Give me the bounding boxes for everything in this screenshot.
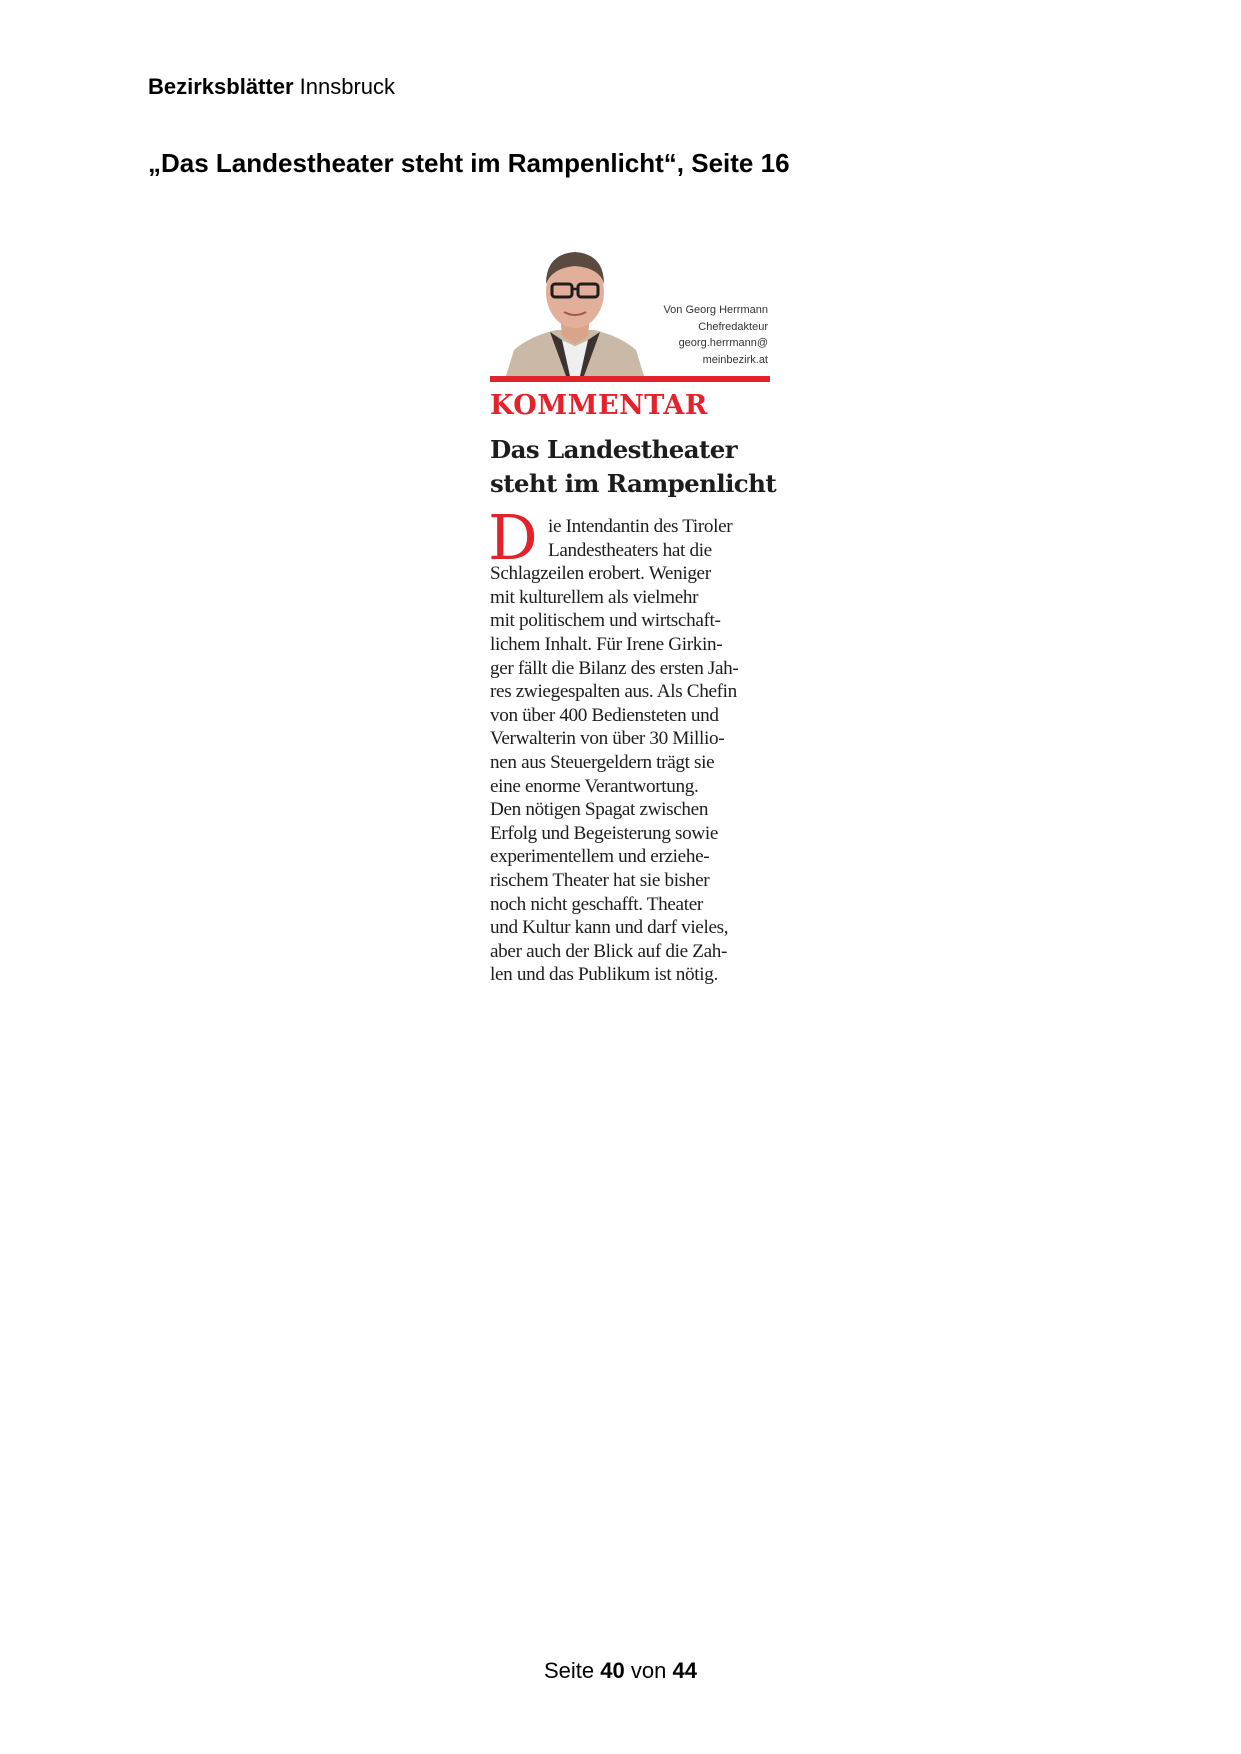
newspaper-clipping xyxy=(488,240,777,987)
page-separator: von xyxy=(630,1658,667,1683)
body-line: mit kulturellem als vielmehr xyxy=(490,586,699,608)
body-line: Erfolg und Begeisterung sowie xyxy=(490,822,719,844)
body-line: len und das Publikum ist nötig. xyxy=(490,964,718,986)
byline-email-domain: meinbezirk.at xyxy=(702,353,768,366)
body-line: ger fällt die Bilanz des ersten Jah- xyxy=(490,657,739,679)
red-divider xyxy=(490,376,770,382)
body-line: lichem Inhalt. Für Irene Girkin- xyxy=(490,633,723,655)
current-page-number: 40 xyxy=(600,1658,625,1683)
body-line: aber auch der Blick auf die Zah- xyxy=(490,940,728,962)
body-line: noch nicht geschafft. Theater xyxy=(490,893,703,915)
body-line: Schlagzeilen erobert. Weniger xyxy=(490,563,711,585)
body-line: Verwalterin von über 30 Millio- xyxy=(490,728,725,750)
page-label: Seite xyxy=(544,1658,595,1683)
publication-line xyxy=(148,73,395,101)
total-pages: 44 xyxy=(672,1658,697,1683)
body-line: experimentellem und erziehe- xyxy=(490,846,710,868)
body-line: eine enorme Verantwortung. xyxy=(490,775,699,797)
page-footer xyxy=(0,1657,1241,1685)
drop-cap: D xyxy=(488,501,538,574)
publication-place: Innsbruck xyxy=(299,74,396,99)
byline-role: Chefredakteur xyxy=(698,320,768,333)
body-line: Den nötigen Spagat zwischen xyxy=(490,799,709,821)
headline-line: steht im Rampenlicht xyxy=(490,469,777,498)
document-title: „Das Landestheater steht im Rampenlicht“, Seite 16 xyxy=(148,148,790,178)
body-line: res zwiegespalten aus. Als Chefin xyxy=(490,681,737,703)
byline xyxy=(663,302,768,368)
author-portrait xyxy=(500,240,650,376)
body-line: und Kultur kann und darf vieles, xyxy=(490,917,729,939)
article-headline xyxy=(490,433,777,501)
section-kicker: KOMMENTAR xyxy=(490,390,708,421)
clipping-header xyxy=(490,240,770,376)
body-line: ie Intendantin des Tiroler xyxy=(548,516,733,537)
body-line: von über 400 Bediensteten und xyxy=(490,704,719,726)
publication-name: Bezirksblätter xyxy=(148,74,294,99)
body-line: Landestheaters hat die xyxy=(548,539,712,561)
body-line: rischem Theater hat sie bisher xyxy=(490,869,710,891)
body-line: mit politischem und wirtschaft- xyxy=(490,610,721,632)
byline-author: Von Georg Herrmann xyxy=(663,304,768,316)
headline-line: Das Landestheater xyxy=(490,435,738,464)
article-body xyxy=(488,501,770,987)
byline-email: georg.herrmann@ xyxy=(678,337,768,349)
body-line: nen aus Steuergeldern trägt sie xyxy=(490,751,715,773)
